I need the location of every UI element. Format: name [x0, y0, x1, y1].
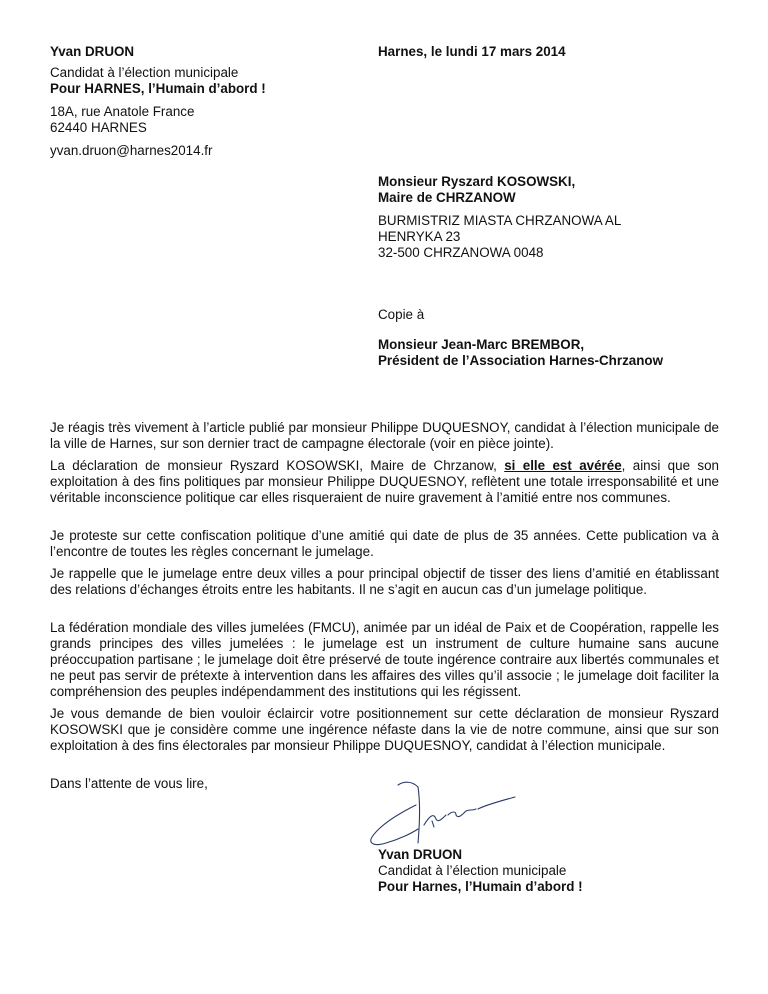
signature-role: Candidat à l’élection municipale [378, 863, 567, 878]
recipient-name: Monsieur Ryszard KOSOWSKI, [378, 174, 576, 189]
sender-slogan: Pour HARNES, l’Humain d’abord ! [50, 81, 266, 96]
sender-role: Candidat à l’élection municipale [50, 65, 239, 80]
sender-address-line2: 62440 HARNES [50, 120, 147, 135]
signature-block [378, 847, 583, 895]
body-paragraph-4: Je rappelle que le jumelage entre deux villes a pour principal objectif de tisser des liens d’amitié en établissant des relations d’échanges étroits entre les habitants. Il ne s’agit en aucun cas d’un jumelage politique. [50, 566, 719, 597]
signature-name: Yvan DRUON [378, 847, 463, 862]
copy-title: Président de l’Association Harnes-Chrzanow [378, 353, 663, 368]
recipient-address-line3: 32-500 CHRZANOWA 0048 [378, 245, 544, 260]
handwritten-signature [360, 775, 530, 855]
copy-block [378, 307, 663, 369]
recipient-address-line2: HENRYKA 23 [378, 229, 461, 244]
body-paragraph-2 [50, 458, 719, 506]
body-paragraph-3: Je proteste sur cette confiscation politique d’une amitié qui date de plus de 35 années. Cette publication va à l’encontre de toutes les règles concernant le jumelage. [50, 528, 719, 559]
sender-name: Yvan DRUON [50, 44, 135, 59]
copy-name: Monsieur Jean-Marc BREMBOR, [378, 337, 585, 352]
closing-line: Dans l’attente de vous lire, [50, 776, 208, 791]
sender-block [50, 44, 266, 159]
body-paragraph-2-start: La déclaration de monsieur Ryszard KOSOWSKI, Maire de Chrzanow, [50, 458, 505, 473]
body-paragraph-5: La fédération mondiale des villes jumelées (FMCU), animée par un idéal de Paix et de Coopération, rappelle les grands principes des villes jumelées : le jumelage est un instrument de culture humaine sans aucune préoccupation partisane ; le jumelage doit être préservé de toute ingérence contraire aux libertés communales et ne peut pas servir de prétexte à intervention dans les affaires des villes qu’il associe ; le jumelage doit faciliter la compréhension des peuples indépendamment des institutions qui les régissent. [50, 620, 719, 699]
recipient-block [378, 174, 621, 261]
body-paragraph-1: Je réagis très vivement à l’article publié par monsieur Philippe DUQUESNOY, candidat à l’élection municipale de la ville de Harnes, sur son dernier tract de campagne électorale (voir en pièce jointe). [50, 420, 719, 451]
copy-label: Copie à [378, 307, 425, 322]
recipient-address-line1: BURMISTRIZ MIASTA CHRZANOWA AL [378, 213, 622, 228]
sender-email: yvan.druon@harnes2014.fr [50, 143, 213, 158]
recipient-title: Maire de CHRZANOW [378, 190, 516, 205]
emphasis-text: si elle est avérée [504, 458, 622, 473]
body-paragraph-6: Je vous demande de bien vouloir éclaircir votre positionnement sur cette déclaration de monsieur Ryszard KOSOWSKI que je considère comme une ingérence néfaste dans la vie de notre commune, ainsi que sur son exploitation à des fins électorales par monsieur Philippe DUQUESNOY, candidat à l’élection municipale. [50, 706, 719, 753]
letter-date: Harnes, le lundi 17 mars 2014 [378, 44, 566, 59]
signature-slogan: Pour Harnes, l’Humain d’abord ! [378, 879, 583, 894]
sender-address-line1: 18A, rue Anatole France [50, 104, 195, 119]
body-paragraph-2-end: , ainsi que son exploitation à des fins politiques par monsieur Philippe DUQUESNOY, reflètent une totale irresponsabilité et une véritable inconscience politique car elles risqueraient de nuire gravement à l’amitié entre nos communes. [50, 458, 719, 505]
